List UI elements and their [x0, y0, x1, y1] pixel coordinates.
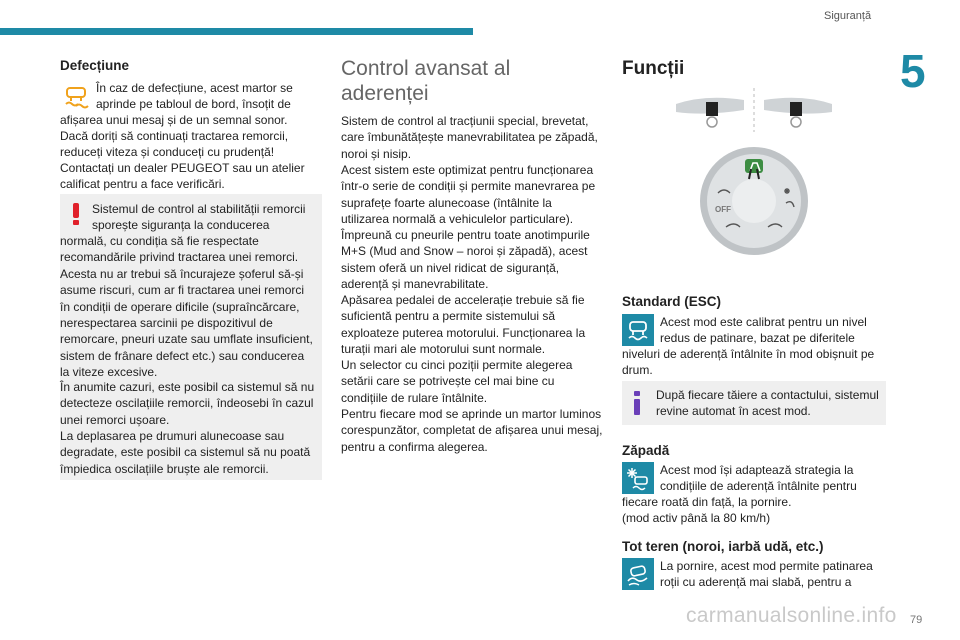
offroad-line1: La pornire, acest mod permite patinarea — [660, 559, 873, 573]
standard-rest: niveluri de aderență întâlnite în mod obișnuit pe drum. — [622, 347, 875, 378]
mud-icon — [622, 558, 654, 590]
esc-warning-icon — [60, 80, 92, 112]
snow-line1: Acest mod își adaptează strategia la — [660, 463, 854, 477]
grip-para2: Acest sistem este optimizat pentru funcționarea într-o serie de condiții și permite manevrarea pe suprafețe foarte alunecoase (întâlnite la utilizarea normală a vehiculelor particulare). — [341, 163, 596, 227]
chapter-number: 5 — [900, 45, 926, 97]
snow-line2: condițiile de aderență întâlnite pentru — [660, 479, 857, 493]
grip-para3: Împreună cu pneurile pentru toate anotimpurile M+S (Mud and Snow – noroi și zăpadă), acest sistem oferă un nivel ridicat de siguranță, aderență și manevrabilitate. — [341, 228, 590, 292]
warning-para2: În anumite cazuri, este posibil ca sistemul să nu detecteze oscilațiile remorcii, îndeosebi în cazul unei remorci ușoare. — [60, 380, 315, 427]
page-number: 79 — [910, 614, 923, 626]
warning-first-lines: Sistemul de control al stabilității remorcii sporește siguranța la conducerea — [92, 202, 306, 233]
standard-heading: Standard (ESC) — [622, 294, 722, 309]
warning-panel — [60, 194, 322, 480]
info-panel — [622, 381, 886, 425]
info-text: După fiecare tăiere a contactului, sistemul revine automat în acest mod. — [656, 388, 879, 419]
snowflake-icon — [622, 462, 654, 494]
snow-heading: Zăpadă — [622, 443, 670, 458]
defect-heading: Defecțiune — [60, 58, 130, 73]
esc-mode-icon — [622, 314, 654, 346]
grip-para1: Sistem de control al tracțiunii special, brevetat, care îmbunătățește manevrabilitatea pe zăpadă, noroi și nisip. — [341, 114, 598, 161]
advanced-grip-heading: Control avansat al aderenței — [341, 57, 511, 105]
functions-heading: Funcții — [622, 58, 685, 79]
info-icon — [631, 390, 643, 416]
watermark: carmanualsonline.info — [686, 604, 897, 627]
steering-wheel-illustration — [672, 88, 836, 132]
grip-para6: Pentru fiecare mod se aprinde un martor luminos corespunzător, completat de afișarea unui mesaj, pentru a confirma alegerea. — [341, 407, 603, 454]
defect-line2: aprinde pe tabloul de bord, însoțit de — [96, 97, 291, 111]
snow-rest1: fiecare roată din față, la pornire. — [622, 495, 792, 509]
warning-rest: normală, cu condiția să fie respectate recomandările privind tractarea unei remorci. Acesta nu ar trebui să încurajeze șoferul să-și asume riscuri, cum ar fi tractarea unei remorci în condiții de operare dificile (supraîncărcare, nerespectarea sarcinii pe dispozitivul de remorcare, pneuri uzate sau umflate insuficient, sistem de frânare defect etc.) sau conducerea la viteze excesive. — [60, 234, 313, 380]
offroad-heading: Tot teren (noroi, iarbă udă, etc.) — [622, 539, 824, 554]
grip-para4: Apăsarea pedalei de accelerație trebuie să fie suficientă pentru a permite sistemului să exploateze puterea motorului. Funcționarea la turații mari ale motorului sunt normale. — [341, 293, 586, 357]
standard-line2: redus de patinare, bazat pe diferitele — [660, 331, 855, 345]
header-accent-bar — [0, 28, 473, 35]
grip-para5: Un selector cu cinci poziții permite alegerea setării care se potrivește cel mai bine cu condițiile de rulare întâlnite. — [341, 358, 573, 405]
defect-para3: Contactați un dealer PEUGEOT sau un atelier calificat pentru a face verificări. — [60, 161, 305, 192]
defect-para2: Dacă doriți să continuați tractarea remorcii, reduceți viteza și conduceți cu prudență! — [60, 129, 289, 160]
offroad-line2: roții cu aderență mai slabă, pentru a — [660, 575, 852, 589]
section-title: Siguranță — [824, 10, 872, 22]
defect-line3: afișarea unui mesaj și de un semnal sonor. — [60, 113, 288, 127]
dial-off-label: OFF — [715, 205, 731, 214]
warning-para3: La deplasarea pe drumuri alunecoase sau degradate, este posibil ca sistemul să nu poată împiedica oscilațiile bruște ale remorcii. — [60, 429, 311, 476]
traction-dial-icon — [698, 145, 810, 257]
snow-rest2: (mod activ până la 80 km/h) — [622, 511, 771, 525]
standard-line1: Acest mod este calibrat pentru un nivel — [660, 315, 867, 329]
exclamation-icon — [68, 202, 84, 226]
defect-line1: În caz de defecțiune, acest martor se — [96, 81, 293, 95]
